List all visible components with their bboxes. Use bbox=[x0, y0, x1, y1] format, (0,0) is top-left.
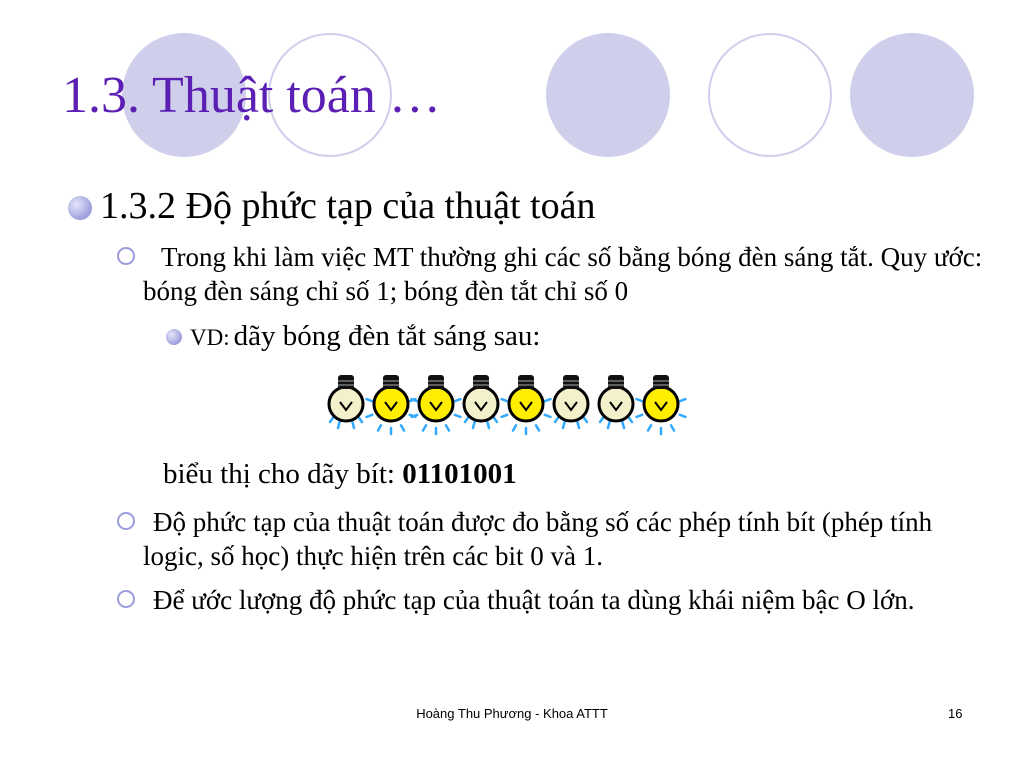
point-bulb-convention bbox=[143, 240, 993, 308]
decor-circle-4 bbox=[708, 33, 832, 157]
bullet-icon bbox=[166, 329, 182, 345]
bulb-off-icon bbox=[464, 375, 498, 428]
bulb-off-icon bbox=[329, 375, 363, 428]
hollow-bullet-icon bbox=[117, 590, 135, 608]
hollow-bullet-icon bbox=[117, 512, 135, 530]
bulb-off-icon bbox=[554, 375, 588, 428]
bits-line bbox=[163, 458, 517, 491]
footer-author: Hoàng Thu Phương - Khoa ATTT bbox=[416, 706, 608, 721]
decor-circle-3 bbox=[546, 33, 670, 157]
point-complexity bbox=[143, 505, 993, 573]
point-text: Độ phức tạp của thuật toán được đo bằng số các phép tính bít (phép tính logic, số học) thực hiện trên các bit 0 và 1. bbox=[143, 507, 933, 571]
example-label: VD: bbox=[190, 325, 230, 350]
slide-title: 1.3. Thuật toán … bbox=[62, 67, 441, 124]
point-text: Để ước lượng độ phức tạp của thuật toán ta dùng khái niệm bậc O lớn. bbox=[153, 585, 915, 615]
bits-value: 01101001 bbox=[402, 458, 517, 490]
bulb-on-icon bbox=[637, 375, 686, 434]
bulb-on-icon bbox=[412, 375, 461, 434]
example-line bbox=[190, 320, 540, 353]
page-number: 16 bbox=[948, 706, 963, 721]
bulb-off-icon bbox=[599, 375, 633, 428]
hollow-bullet-icon bbox=[117, 247, 135, 265]
point-big-o bbox=[143, 583, 993, 617]
decor-circle-5 bbox=[850, 33, 974, 157]
section-heading: 1.3.2 Độ phức tạp của thuật toán bbox=[100, 185, 596, 227]
point-text: Trong khi làm việc MT thường ghi các số bằng bóng đèn sáng tắt. Quy ước: bóng đèn sáng chỉ số 1; bóng đèn tắt chỉ số 0 bbox=[143, 242, 983, 306]
bits-prefix: biểu thị cho dãy bít: bbox=[163, 458, 403, 490]
bullet-icon bbox=[68, 196, 92, 220]
example-text: dãy bóng đèn tắt sáng sau: bbox=[233, 320, 541, 352]
bulb-on-icon bbox=[502, 375, 551, 434]
bulb-on-icon bbox=[367, 375, 416, 434]
light-bulb-row bbox=[322, 366, 698, 436]
